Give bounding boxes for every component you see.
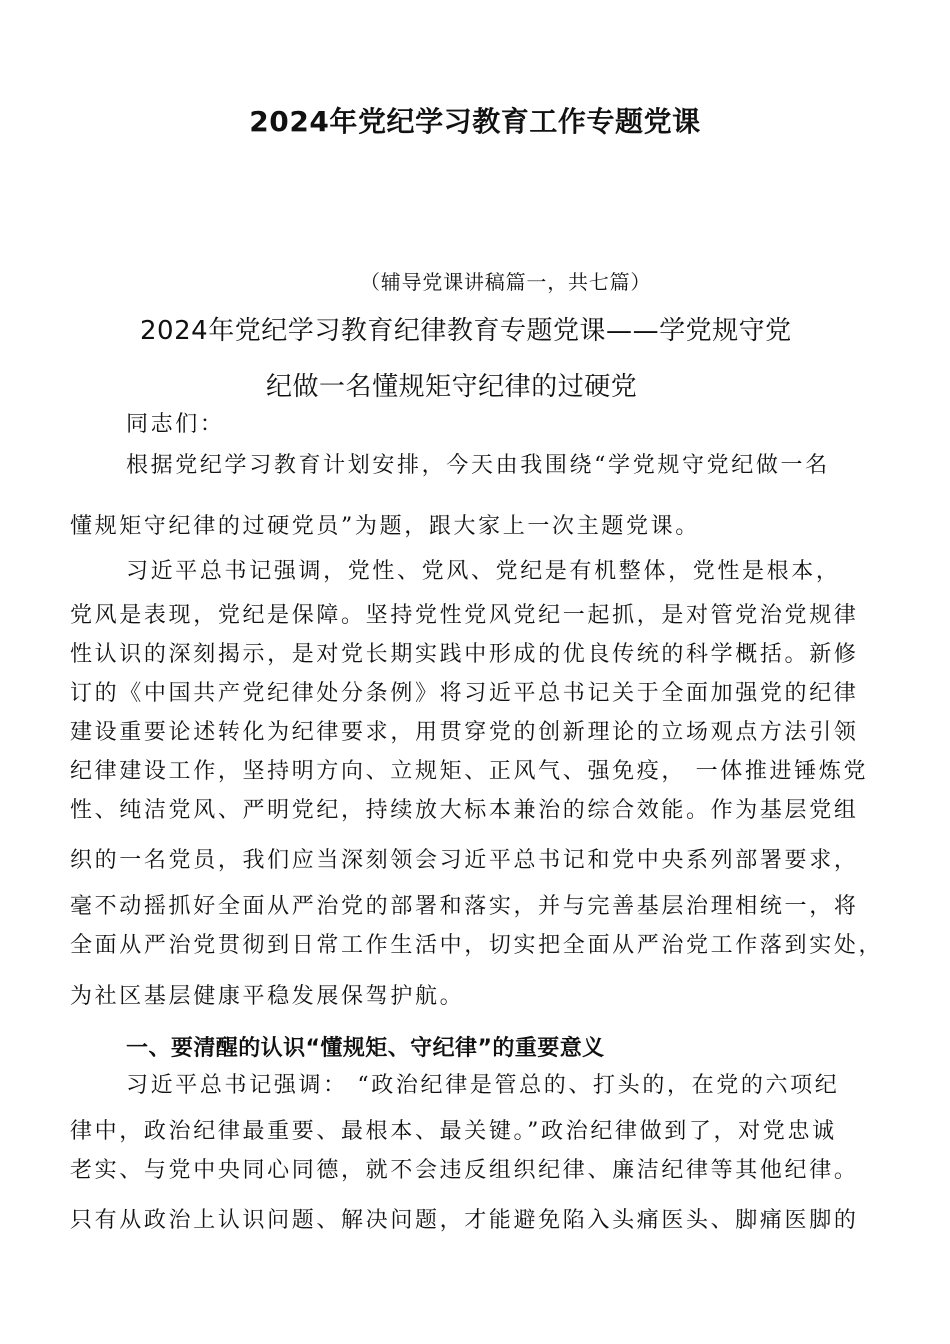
paragraph-2-line-9: 毫不动摇抓好全面从严治党的部署和落实，并与完善基层治理相统一，将	[70, 894, 859, 919]
paragraph-2-line-1: 习近平总书记强调，党性、党风、党纪是有机整体，党性是根本，	[126, 559, 841, 584]
series-note: （辅导党课讲稿篇一，共七篇）	[360, 270, 652, 294]
paragraph-2-line-7: 性、纯洁党风、严明党纪，持续放大标本兼治的综合效能。作为基层党组	[70, 798, 859, 823]
greeting: 同志们：	[126, 412, 225, 437]
document-title: 2024年党纪学习教育工作专题党课	[249, 105, 701, 138]
lecture-heading-line-2: 纪做一名懂规矩守纪律的过硬党	[266, 372, 638, 402]
paragraph-3-line-4: 只有从政治上认识问题、解决问题，才能避免陷入头痛医头、脚痛医脚的	[70, 1208, 859, 1233]
paragraph-1-line-1: 根据党纪学习教育计划安排，今天由我围绕“学党规守党纪做一名	[126, 453, 830, 478]
paragraph-3-line-2: 律中，政治纪律最重要、最根本、最关键。”政治纪律做到了，对党忠诚	[70, 1119, 837, 1144]
paragraph-2-line-3: 性认识的深刻揭示，是对党长期实践中形成的优良传统的科学概括。新修	[70, 642, 859, 667]
paragraph-2-line-5: 建设重要论述转化为纪律要求，用贯穿党的创新理论的立场观点方法引领	[70, 720, 859, 745]
paragraph-2-line-2: 党风是表现，党纪是保障。坚持党性党风党纪一起抓，是对管党治党规律	[70, 603, 859, 628]
section-1-heading: 一、要清醒的认识“懂规矩、守纪律”的重要意义	[126, 1036, 605, 1061]
paragraph-2-line-6: 纪律建设工作，坚持明方向、立规矩、正风气、强免疫， 一体推进锤炼党	[70, 759, 869, 784]
paragraph-3-line-1: 习近平总书记强调： “政治纪律是管总的、打头的，在党的六项纪	[126, 1073, 840, 1098]
paragraph-3-line-3: 老实、与党中央同心同德，就不会违反组织纪律、廉洁纪律等其他纪律。	[70, 1158, 859, 1183]
paragraph-2-line-4: 订的《中国共产党纪律处分条例》将习近平总书记关于全面加强党的纪律	[70, 681, 859, 706]
paragraph-2-line-8: 织的一名党员，我们应当深刻领会习近平总书记和党中央系列部署要求，	[70, 848, 859, 873]
lecture-heading-line-1: 2024年党纪学习教育纪律教育专题党课——学党规守党	[140, 316, 792, 346]
paragraph-2-line-10: 全面从严治党贯彻到日常工作生活中，切实把全面从严治党工作落到实处，	[70, 933, 884, 958]
paragraph-1-line-2: 懂规矩守纪律的过硬党员”为题，跟大家上一次主题党课。	[70, 514, 700, 539]
paragraph-2-line-11: 为社区基层健康平稳发展保驾护航。	[70, 984, 465, 1009]
